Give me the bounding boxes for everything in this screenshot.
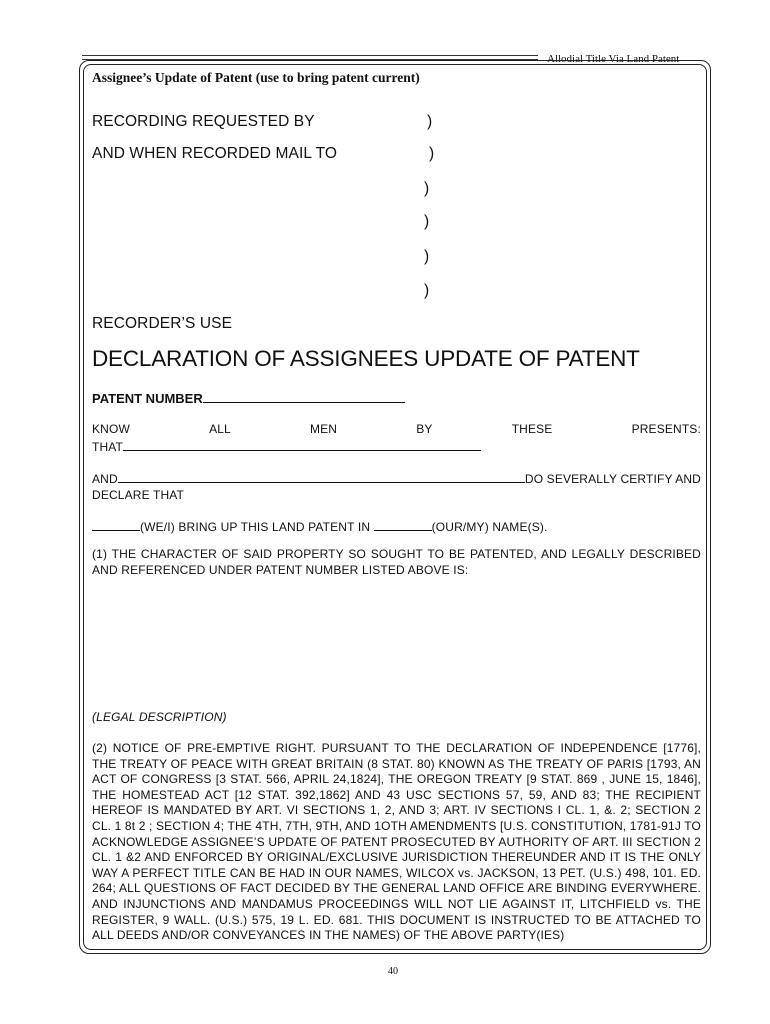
that-label: THAT bbox=[92, 439, 124, 454]
know-word: BY bbox=[416, 422, 433, 436]
patent-number-label: PATENT NUMBER bbox=[92, 391, 203, 406]
know-all-men-line bbox=[92, 422, 701, 438]
recorded-mail-to: AND WHEN RECORDED MAIL TO bbox=[92, 145, 338, 162]
paren-4: ) bbox=[424, 213, 430, 230]
patent-number-field[interactable] bbox=[203, 390, 405, 403]
item-1-paragraph: (1) THE CHARACTER OF SAID PROPERTY SO SOUGHT TO BE PATENTED, AND LEGALLY DESCRIBED AND REFERENCED UNDER PATENT NUMBER LISTED ABOVE IS: bbox=[92, 547, 701, 577]
paren-5: ) bbox=[424, 248, 430, 265]
form-subtitle: Assignee’s Update of Patent (use to bring patent current) bbox=[92, 70, 420, 85]
that-field[interactable] bbox=[123, 438, 481, 451]
we-i-text: (WE/I) BRING UP THIS LAND PATENT IN bbox=[140, 520, 371, 534]
know-word: THESE bbox=[511, 422, 553, 436]
recording-requested-by: RECORDING REQUESTED BY bbox=[92, 113, 315, 130]
our-my-text: (OUR/MY) NAME(S). bbox=[431, 520, 548, 534]
recorders-use: RECORDER’S USE bbox=[92, 315, 233, 332]
know-all-men bbox=[92, 422, 701, 455]
paren-6: ) bbox=[424, 282, 430, 299]
patent-number-line bbox=[92, 390, 405, 406]
declare-that: DECLARE THAT bbox=[92, 487, 185, 502]
our-my-field[interactable] bbox=[374, 518, 432, 531]
that-line bbox=[92, 438, 701, 456]
legal-description-label: (LEGAL DESCRIPTION) bbox=[92, 710, 227, 724]
paren-3: ) bbox=[424, 180, 430, 197]
item-2-paragraph: (2) NOTICE OF PRE-EMPTIVE RIGHT. PURSUANT TO THE DECLARATION OF INDEPENDENCE [1776], THE TREATY OF PEACE WITH GREAT BRITAIN (8 STAT. 80) KNOWN AS THE TREATY OF PARIS [1793, AN ACT OF CONGRESS [3 STAT. 566, APRIL 24,1824], THE OREGON TREATY [9 STAT. 869 , JUNE 15, 1846], THE HOMESTEAD ACT [12 STAT. 392,1862] AND 43 USC SECTIONS 57, 59, AND 83; THE RECIPIENT HEREOF IS MANDATED BY ART. VI SECTIONS 1, 2, AND 3; ART. IV SECTIONS I CL. 1, &. 2; SECTION 2 CL. 1 8t 2 ; SECTION 4; THE 4TH, 7TH, 9TH, AND 1OTH AMENDMENTS [U.S. CONSTITUTION, 1781-91J TO ACKNOWLEDGE ASSIGNEE’S UPDATE OF PATENT PROSECUTED BY AUTHORITY OF ART. III SECTION 2 CL. 1 &2 AND ENFORCED BY ORIGINAL/EXCLUSIVE JURISDICTION THEREUNDER AND IT IS THE ONLY WAY A PERFECT TITLE CAN BE HAD IN OUR NAMES, WILCOX vs. JACKSON, 13 PET. (U.S.) 498, 101. ED. 264; ALL QUESTIONS OF FACT DECIDED BY THE GENERAL LAND OFFICE ARE BINDING EVERYWHERE. AND INJUNCTIONS AND MANDAMUS PROCEEDINGS WILL NOT LIE AGAINST IT, LITCHFIELD vs. THE REGISTER, 9 WALL. (U.S.) 575, 19 L. ED. 681. THIS DOCUMENT IS INSTRUCTED TO BE ATTACHED TO ALL DEEDS AND/OR CONVEYANCES IN THE NAMES) OF THE ABOVE PARTY(IES) bbox=[92, 741, 701, 943]
know-word: PRESENTS: bbox=[631, 422, 701, 436]
paren-1: ) bbox=[427, 113, 433, 130]
declaration-title: DECLARATION OF ASSIGNEES UPDATE OF PATENT bbox=[92, 346, 640, 371]
bring-up-line bbox=[92, 518, 701, 536]
and-field[interactable] bbox=[118, 470, 525, 483]
know-word: ALL bbox=[209, 422, 231, 436]
know-word: MEN bbox=[310, 422, 338, 436]
certify-text: DO SEVERALLY CERTIFY AND bbox=[524, 472, 701, 486]
running-head: Allodial Title Via Land Patent bbox=[544, 53, 682, 65]
page-number: 40 bbox=[388, 966, 398, 977]
paren-2: ) bbox=[429, 145, 435, 162]
know-word: KNOW bbox=[92, 422, 130, 436]
and-certify bbox=[92, 470, 701, 503]
we-i-field[interactable] bbox=[92, 518, 140, 531]
and-label: AND bbox=[92, 472, 118, 486]
and-line bbox=[92, 470, 701, 488]
